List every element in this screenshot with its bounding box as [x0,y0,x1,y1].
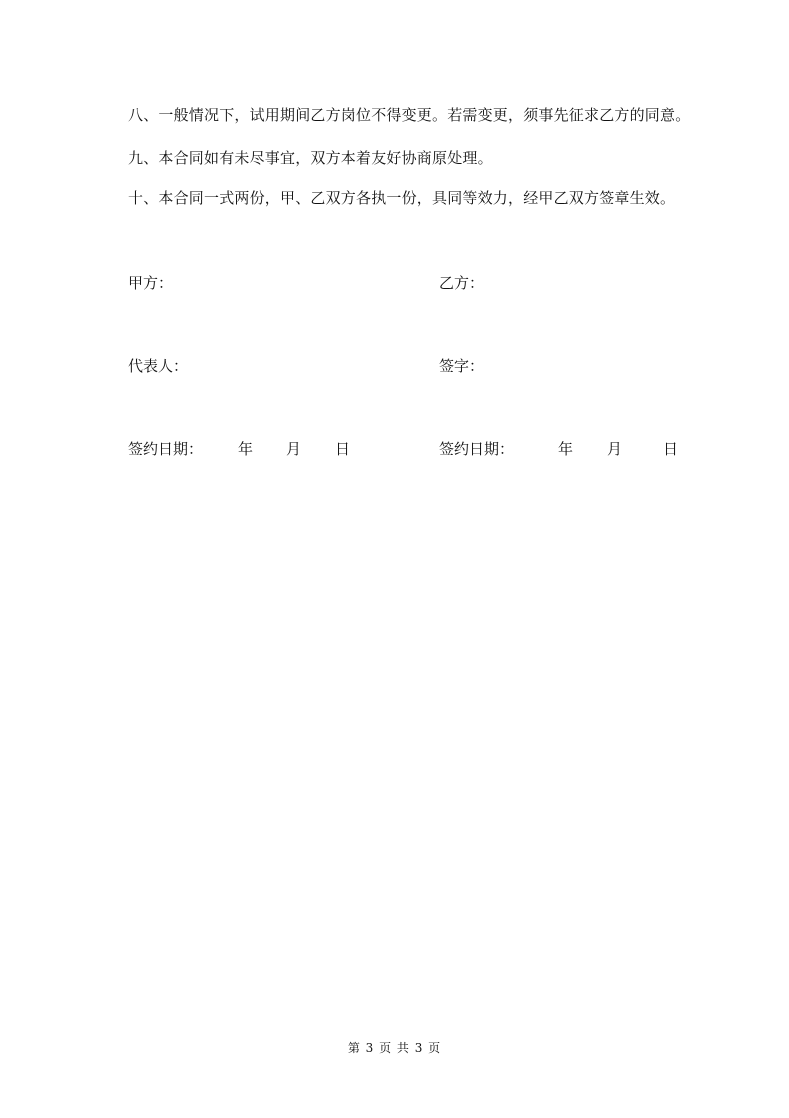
representative-label: 代表人： [128,357,189,375]
day-label-party-b: 日 [663,440,679,458]
day-label-party-a: 日 [335,440,351,458]
page-footer: 第 3 页 共 3 页 [347,1041,442,1055]
month-label-party-b: 月 [607,440,623,458]
year-label-party-a: 年 [238,440,254,458]
party-a-label: 甲方： [128,274,174,292]
signature-label: 签字： [439,357,485,375]
clause-8: 八、一般情况下，试用期间乙方岗位不得变更。若需变更，须事先征求乙方的同意。 [128,106,691,124]
party-b-label: 乙方： [439,274,485,292]
date-label-party-a: 签约日期： [128,440,204,458]
year-label-party-b: 年 [558,440,574,458]
date-label-party-b: 签约日期： [439,440,515,458]
clause-9: 九、本合同如有未尽事宜，双方本着友好协商原处理。 [128,149,493,167]
month-label-party-a: 月 [286,440,302,458]
clause-10: 十、本合同一式两份，甲、乙双方各执一份，具同等效力，经甲乙双方签章生效。 [128,189,676,207]
